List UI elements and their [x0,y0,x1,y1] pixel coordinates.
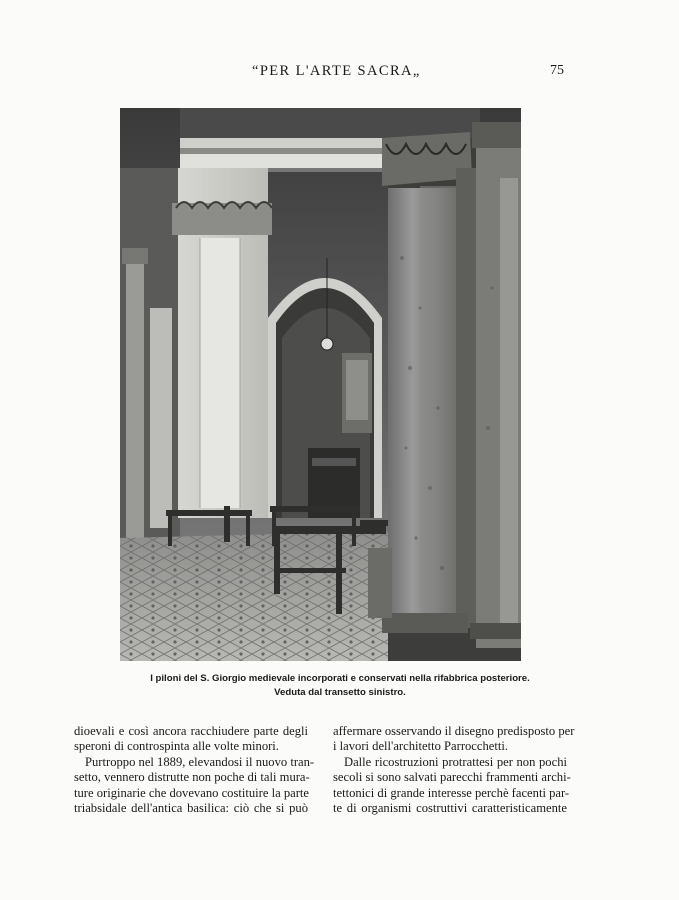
running-head [0,63,679,81]
caption-line: I piloni del S. Giorgio medievale incorporati e conservati nella rifabbrica posteriore. [150,673,530,684]
text-line: setto, vennero distrutte non poche di tali mura- [74,770,310,785]
text-line: i lavori dell'architetto Parrocchetti. [333,739,509,754]
church-interior-photograph [120,108,521,661]
text-line: speroni di controspinta alle volte minori. [74,739,279,754]
body-column-left [74,724,315,816]
text-line: triabsidale dell'antica basilica: ciò che si può [74,801,308,816]
body-column-right [333,724,575,816]
text-line: te di organismi costruttivi caratteristicamente [333,801,567,816]
text-line: affermare osservando il disegno predisposto per [333,724,575,738]
running-title: “PER L'ARTE SACRA„ [252,63,421,79]
text-line: dioevali e così ancora racchiudere parte degli [74,724,308,738]
text-line: Purtroppo nel 1889, elevandosi il nuovo tran- [85,754,315,769]
text-line: Dalle ricostruzioni protrattesi per non pochi [344,754,567,769]
page-number: 75 [550,63,564,78]
caption-line: Veduta dal transetto sinistro. [274,687,406,698]
text-line: ture originarie che dovevano costituire la parte [74,785,309,800]
text-line: tettonici di grande interesse perchè facenti par- [333,785,570,800]
text-line: secoli si sono salvati parecchi frammenti archi- [333,770,571,785]
figure-caption [100,672,580,700]
